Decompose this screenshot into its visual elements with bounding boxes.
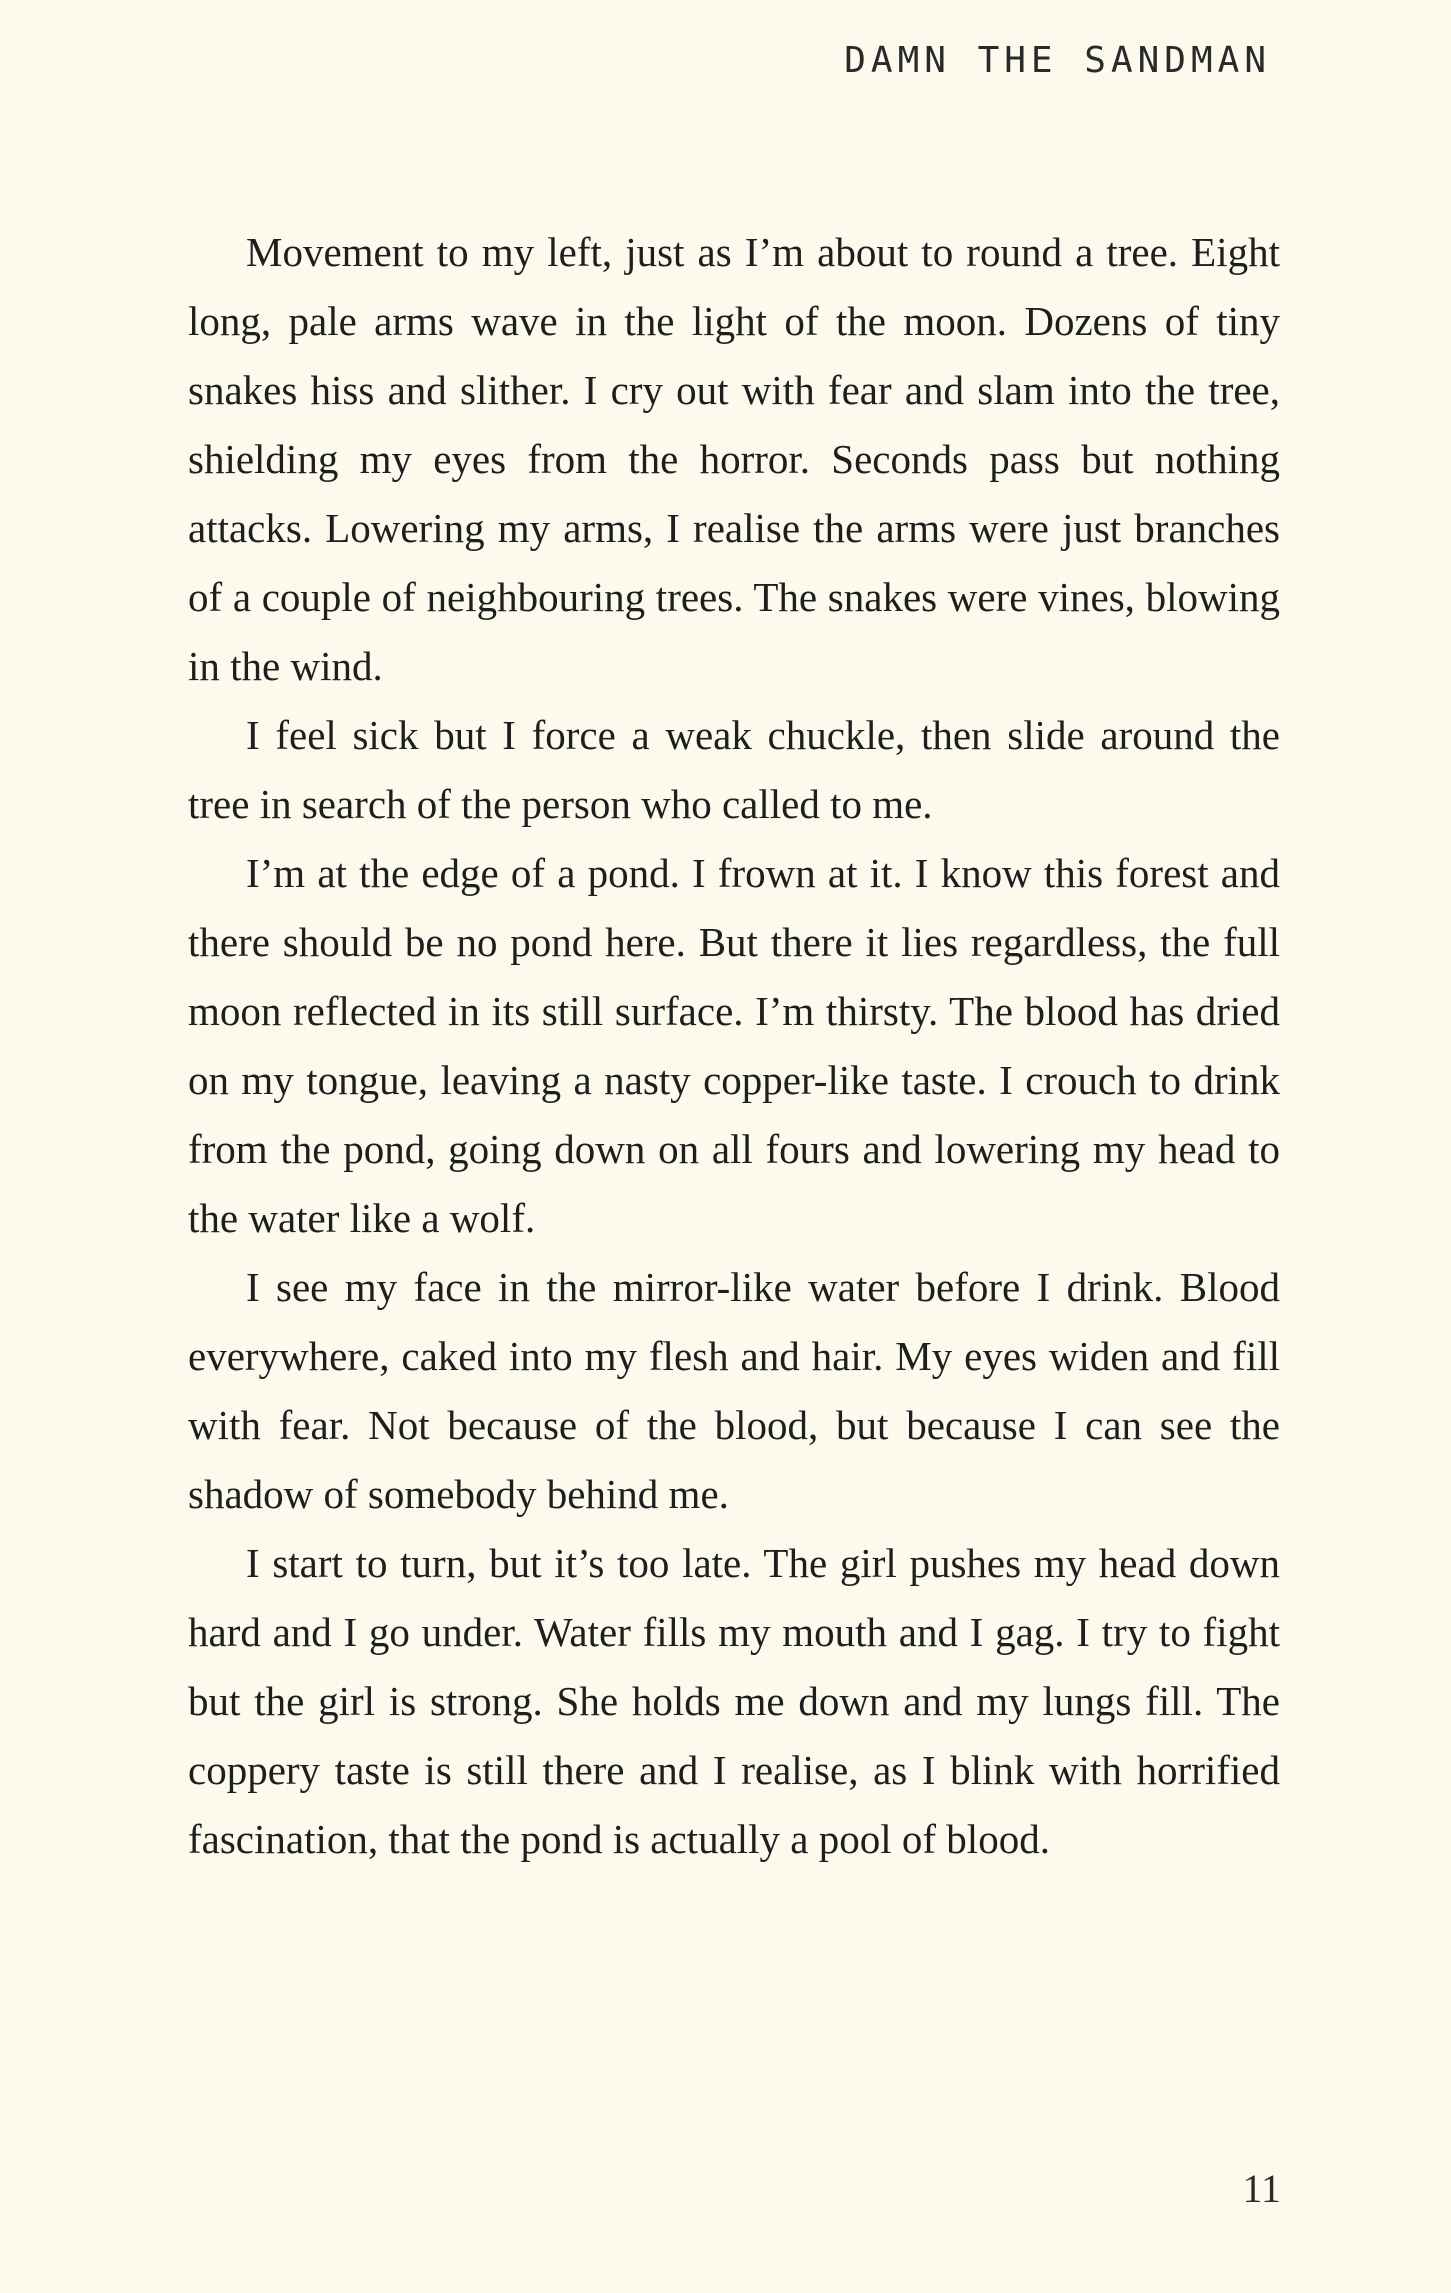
- page-number: 11: [1242, 2166, 1281, 2211]
- body-text: [188, 218, 1280, 1874]
- paragraph-1: Movement to my left, just as I’m about to round a tree. Eight long, pale arms wave in the light of the moon. Dozens of tiny snakes hiss and slither. I cry out with fear and slam into the tree, shielding my eyes from the horror. Seconds pass but nothing attacks. Lowering my arms, I realise the arms were just branches of a couple of neighbouring trees. The snakes were vines, blowing in the wind.: [188, 229, 1280, 689]
- paragraph-5: I start to turn, but it’s too late. The girl pushes my head down hard and I go under. Water fills my mouth and I gag. I try to fight but the girl is strong. She holds me down and my lungs fill. The coppery taste is still there and I realise, as I blink with horrified fascination, that the pond is actually a pool of blood.: [188, 1540, 1280, 1862]
- paragraph-4: I see my face in the mirror-like water before I drink. Blood everywhere, caked into my flesh and hair. My eyes widen and fill with fear. Not because of the blood, but because I can see the shadow of somebody behind me.: [188, 1264, 1280, 1517]
- paragraph-3: I’m at the edge of a pond. I frown at it. I know this forest and there should be no pond here. But there it lies regardless, the full moon reflected in its still surface. I’m thirsty. The blood has dried on my tongue, leaving a nasty copper-like taste. I crouch to drink from the pond, going down on all fours and lowering my head to the water like a wolf.: [188, 850, 1280, 1241]
- running-head: DAMN THE SANDMAN: [844, 40, 1271, 81]
- paragraph-2: I feel sick but I force a weak chuckle, then slide around the tree in search of the person who called to me.: [188, 712, 1280, 827]
